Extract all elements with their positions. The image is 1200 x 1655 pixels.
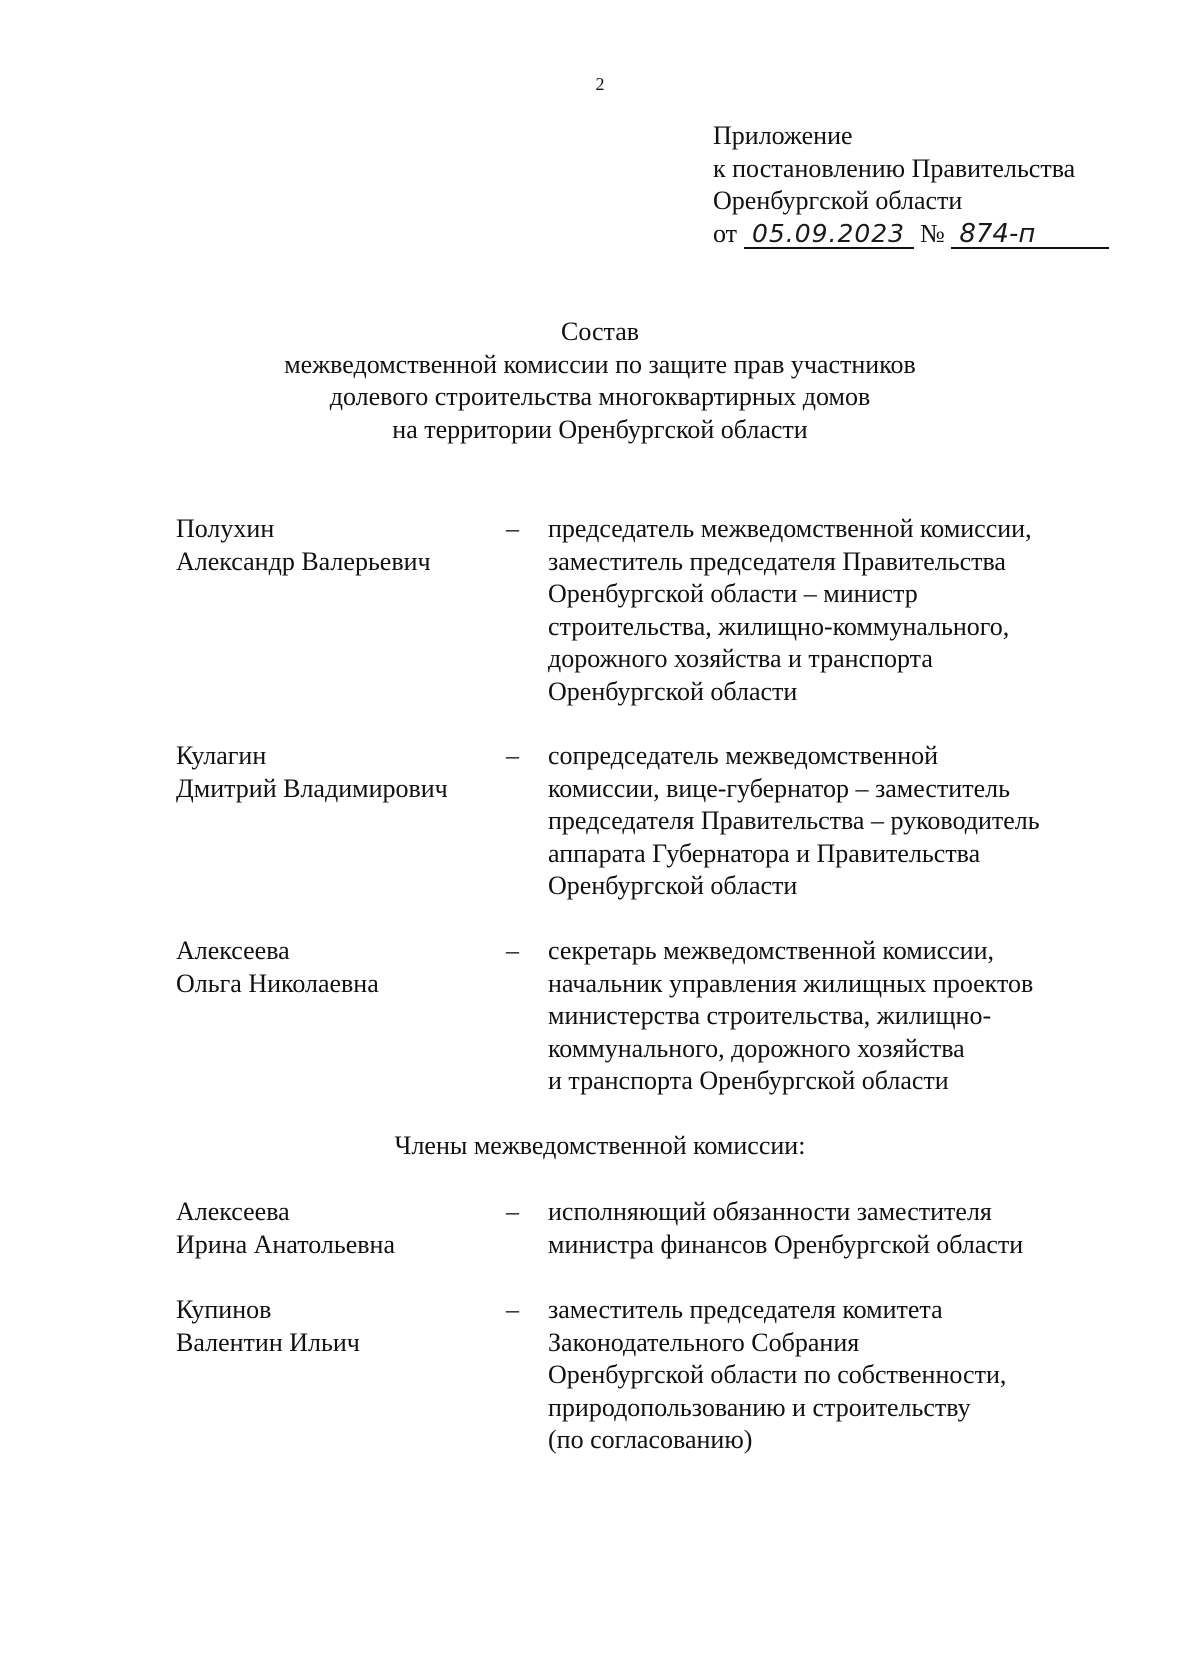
person-given-names: Ольга Николаевна (176, 968, 379, 998)
dash-separator: – (506, 1295, 519, 1324)
role-line: Оренбургской области по собственности, (548, 1360, 1007, 1389)
dash-separator: – (506, 514, 519, 543)
person-given-names: Александр Валерьевич (176, 546, 431, 576)
handwritten-date: 05.09.2023 (744, 221, 914, 249)
title-line-1: Состав (560, 317, 640, 346)
role-line: председателя Правительства – руководитель (548, 806, 1040, 835)
role-line: Оренбургской области (548, 871, 798, 900)
person-role (548, 740, 1108, 903)
role-line: начальник управления жилищных проектов (548, 968, 1034, 998)
person-role (548, 1196, 1108, 1261)
appendix-line-1: Приложение (713, 121, 853, 150)
appendix-line-2: к постановлению Правительства (713, 153, 1076, 183)
person-name (176, 1294, 476, 1359)
appendix-date-line (713, 218, 1109, 251)
dash-separator: – (506, 1197, 519, 1226)
person-role (548, 935, 1108, 1098)
person-name (176, 935, 476, 1000)
person-given-names: Валентин Ильич (176, 1327, 360, 1357)
person-name (176, 740, 476, 805)
role-line: и транспорта Оренбургской области (548, 1066, 949, 1095)
role-line: комиссии, вице-губернатор – заместитель (548, 773, 1010, 803)
role-line: дорожного хозяйства и транспорта (548, 644, 933, 673)
person-surname: Полухин (176, 514, 275, 543)
role-line: сопредседатель межведомственной (548, 741, 939, 770)
number-sign: № (920, 218, 945, 248)
role-line: министра финансов Оренбургской области (548, 1229, 1024, 1259)
appendix-from-label: от (713, 218, 738, 248)
handwritten-number: 874-п (951, 221, 1109, 249)
role-line: Оренбургской области (548, 676, 798, 706)
role-line: Оренбургской области – министр (548, 579, 918, 608)
role-line: исполняющий обязанности заместителя (548, 1197, 992, 1226)
role-line: заместитель председателя комитета (548, 1295, 943, 1324)
person-given-names: Дмитрий Владимирович (176, 773, 448, 803)
role-line: председатель межведомственной комиссии, (548, 514, 1032, 543)
title-line-4: на территории Оренбургской области (392, 414, 808, 444)
role-line: заместитель председателя Правительства (548, 546, 1006, 576)
person-surname: Алексеева (176, 1197, 290, 1226)
role-line: Законодательного Собрания (548, 1327, 860, 1357)
person-given-names: Ирина Анатольевна (176, 1229, 395, 1259)
document-title (0, 316, 1200, 446)
person-surname: Кулагин (176, 741, 267, 770)
role-line: аппарата Губернатора и Правительства (548, 838, 981, 868)
person-role (548, 513, 1108, 708)
person-surname: Купинов (176, 1295, 272, 1324)
role-line: коммунального, дорожного хозяйства (548, 1033, 965, 1063)
role-line: (по согласованию) (548, 1425, 753, 1454)
role-line: природопользованию и строительству (548, 1392, 971, 1422)
appendix-line-3: Оренбургской области (713, 186, 963, 215)
person-surname: Алексеева (176, 936, 290, 965)
page-number: 2 (595, 74, 605, 94)
person-name (176, 513, 476, 578)
members-heading: Члены межведомственной комиссии: (394, 1131, 806, 1160)
appendix-header (713, 120, 1109, 250)
dash-separator: – (506, 936, 519, 965)
person-role (548, 1294, 1108, 1457)
role-line: строительства, жилищно-коммунального, (548, 611, 1010, 641)
role-line: министерства строительства, жилищно- (548, 1001, 992, 1030)
title-line-3: долевого строительства многоквартирных домов (329, 382, 871, 411)
dash-separator: – (506, 741, 519, 770)
role-line: секретарь межведомственной комиссии, (548, 936, 995, 965)
title-line-2: межведомственной комиссии по защите прав участников (284, 349, 916, 379)
person-name (176, 1196, 476, 1261)
